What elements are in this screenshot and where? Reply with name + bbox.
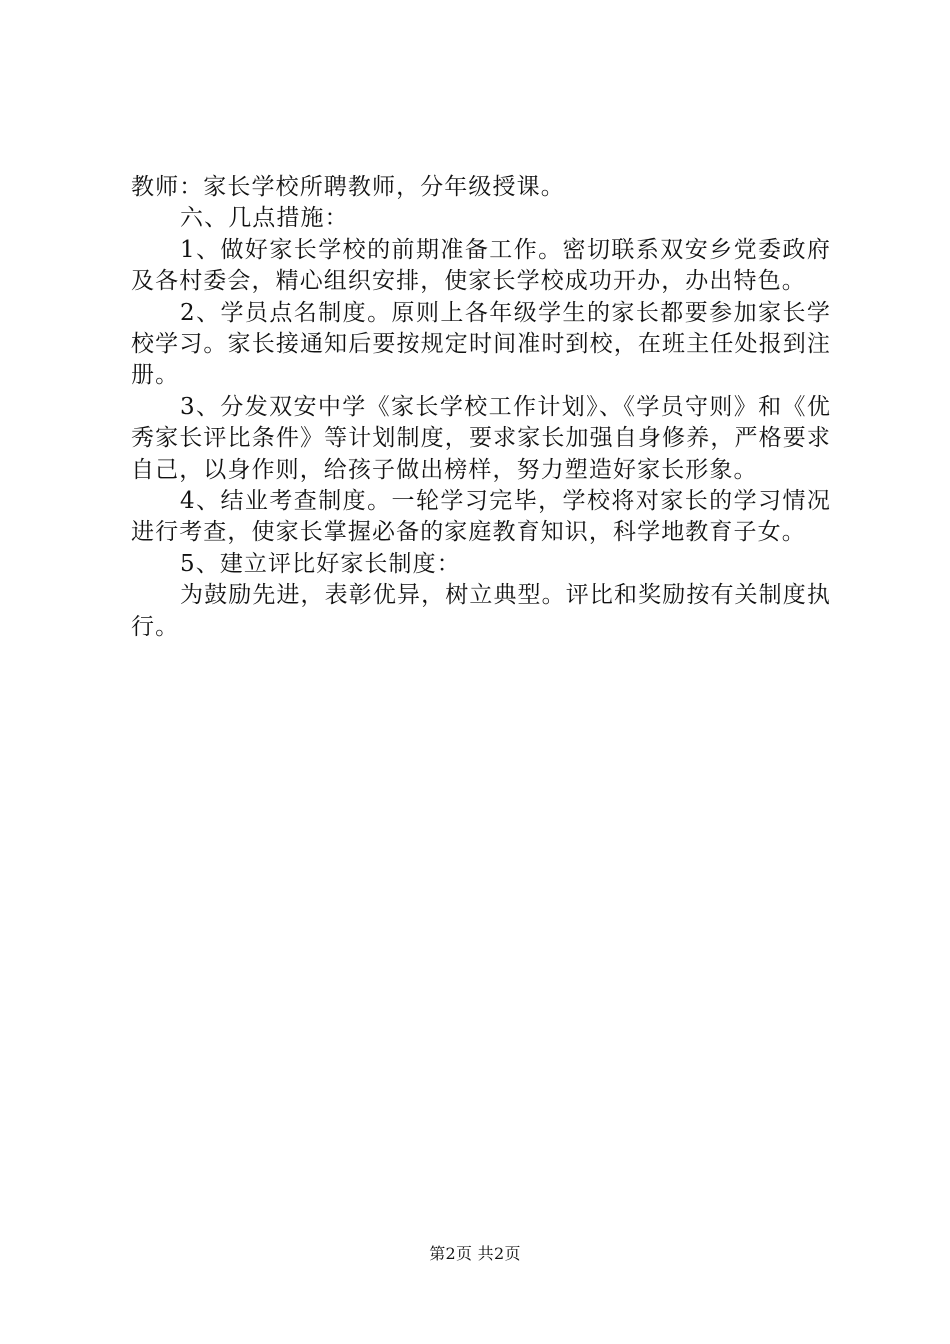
paragraph-measure-2: 2、学员点名制度。原则上各年级学生的家长都要参加家长学校学习。家长接通知后要按规定时间准时到校，在班主任处报到注册。 — [131, 299, 831, 389]
paragraph-teachers: 教师：家长学校所聘教师，分年级授课。 — [131, 174, 565, 200]
document-body — [131, 172, 831, 643]
paragraph-measure-4: 4、结业考查制度。一轮学习完毕，学校将对家长的学习情况进行考查，使家长掌握必备的家庭教育知识，科学地教育子女。 — [131, 488, 831, 546]
page-number-footer: 第2页 共2页 — [429, 1244, 521, 1263]
paragraph-measure-5: 5、建立评比好家长制度： — [180, 550, 461, 577]
section-heading-measures: 六、几点措施： — [180, 205, 349, 232]
paragraph-measure-1: 1、做好家长学校的前期准备工作。密切联系双安乡党委政府及各村委会，精心组织安排，使家长学校成功开办，办出特色。 — [131, 236, 831, 295]
paragraph-measure-5-detail: 为鼓励先进，表彰优异，树立典型。评比和奖励按有关制度执行。 — [131, 582, 831, 640]
paragraph-measure-3: 3、分发双安中学《家长学校工作计划》、《学员守则》和《优秀家长评比条件》等计划制度，要求家长加强自身修养，严格要求自己，以身作则，给孩子做出榜样，努力塑造好家长形象。 — [131, 393, 831, 483]
